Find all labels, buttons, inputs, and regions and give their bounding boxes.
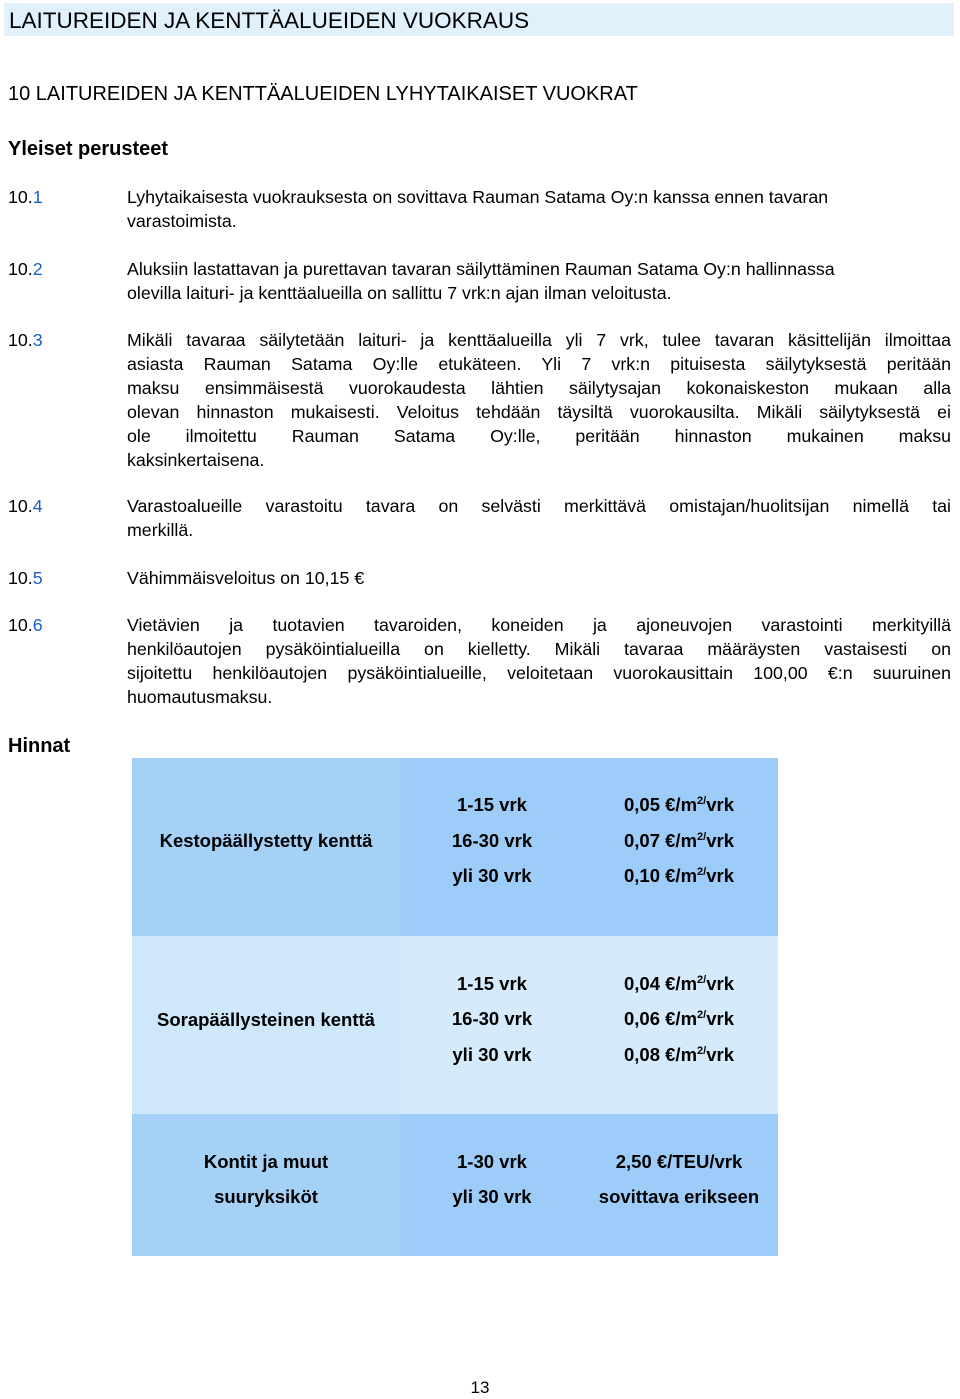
price-period: yli 30 vrk — [452, 1044, 532, 1065]
paragraph-line: Vietävien ja tuotavien tavaroiden, koneiden ja ajoneuvojen varastointi merkityillä — [127, 615, 951, 635]
document-title: LAITUREIDEN JA KENTTÄALUEIDEN VUOKRAUS — [9, 8, 530, 33]
paragraph-line: ole ilmoitettu Rauman Satama Oy:lle, peritään hinnaston mukainen maksu — [127, 426, 951, 446]
paragraph-line: henkilöautojen pysäköintialueilla on kielletty. Mikäli tavaraa määräysten vastaisesti on — [127, 639, 951, 659]
price-value: 0,07 $€/m^{2/}vrk$ — [624, 830, 734, 851]
prices-heading: Hinnat — [8, 735, 71, 757]
paragraph-number: 10.2 — [8, 259, 43, 279]
price-value: 0,05 $€/m^{2/}vrk$ — [624, 794, 734, 815]
paragraph-line: sijoitettu henkilöautojen pysäköintialueille, veloitetaan vuorokausittain 100,00 €:n suuruinen — [127, 663, 951, 683]
price-period: 1-15 vrk — [457, 794, 527, 815]
paragraph-line: olevilla laituri- ja kenttäalueilla on sallittu 7 vrk:n ajan ilman veloitusta. — [127, 283, 672, 303]
price-value: 0,10 $€/m^{2/}vrk$ — [624, 865, 734, 886]
price-value: 0,08 $€/m^{2/}vrk$ — [624, 1044, 734, 1065]
price-period: yli 30 vrk — [452, 1186, 532, 1207]
paragraph-line: Vähimmäisveloitus on 10,15 € — [127, 568, 365, 588]
paragraph-line: asiasta Rauman Satama Oy:lle etukäteen. Yli 7 vrk:n pituisesta säilytyksestä peritään — [127, 354, 951, 374]
paragraph-line: huomautusmaksu. — [127, 687, 273, 707]
paragraph-number: 10.4 — [8, 496, 43, 516]
paragraph-line: merkillä. — [127, 520, 194, 540]
price-period: 1-30 vrk — [457, 1151, 527, 1172]
price-value: sovittava erikseen — [598, 1186, 760, 1207]
price-period: yli 30 vrk — [452, 865, 532, 886]
section-title: 10 LAITUREIDEN JA KENTTÄALUEIDEN LYHYTAIKAISET VUOKRAT — [8, 83, 638, 105]
paragraph-10-6 — [8, 613, 951, 709]
paragraph-10-1 — [8, 185, 951, 233]
page-number: 13 — [470, 1378, 490, 1397]
price-value: 2,50 €/TEU/vrk — [615, 1151, 743, 1172]
price-value: 0,06 $€/m^{2/}vrk$ — [624, 1008, 734, 1029]
paragraph-10-3 — [8, 328, 951, 472]
price-category-label: Sorapäällysteinen kenttä — [157, 1009, 375, 1030]
price-period: 1-15 vrk — [457, 973, 527, 994]
price-category-label: Kontit ja muut — [203, 1151, 329, 1172]
header-bar — [4, 3, 954, 36]
paragraph-number: 10.1 — [8, 187, 43, 207]
price-period: 16-30 vrk — [451, 830, 533, 851]
paragraph-line: varastoimista. — [127, 211, 237, 231]
subsection-title: Yleiset perusteet — [8, 138, 169, 160]
paragraph-line: olevan hinnaston mukaisesti. Veloitus tehdään täysiltä vuorokausilta. Mikäli säilytyksestä ei — [127, 402, 951, 422]
paragraph-10-2 — [8, 257, 951, 305]
price-period: 16-30 vrk — [451, 1008, 533, 1029]
paragraph-line: Mikäli tavaraa säilytetään laituri- ja kenttäalueilla yli 7 vrk, tulee tavaran käsittelijän ilmoittaa — [127, 330, 951, 350]
paragraph-number: 10.6 — [8, 615, 43, 635]
paragraph-10-5 — [8, 566, 951, 590]
paragraph-line: Lyhytaikaisesta vuokrauksesta on sovittava Rauman Satama Oy:n kanssa ennen tavaran — [127, 187, 829, 207]
paragraph-line: Aluksiin lastattavan ja purettavan tavaran säilyttäminen Rauman Satama Oy:n hallinnassa — [127, 259, 835, 279]
paragraph-number: 10.5 — [8, 568, 43, 588]
paragraph-number: 10.3 — [8, 330, 43, 350]
paragraph-line: kaksinkertaisena. — [127, 450, 265, 470]
price-value: 0,04 $€/m^{2/}vrk$ — [624, 973, 734, 994]
paragraph-10-4 — [8, 494, 951, 542]
price-category-label: suuryksiköt — [214, 1186, 318, 1207]
paragraph-line: maksu ensimmäisestä vuorokaudesta lähtien säilytysajan kokonaiskeston mukaan alla — [127, 378, 951, 398]
price-category-label: Kestopäällystetty kenttä — [159, 830, 373, 851]
paragraph-line: Varastoalueille varastoitu tavara on selvästi merkittävä omistajan/huolitsijan nimellä tai — [127, 496, 951, 516]
